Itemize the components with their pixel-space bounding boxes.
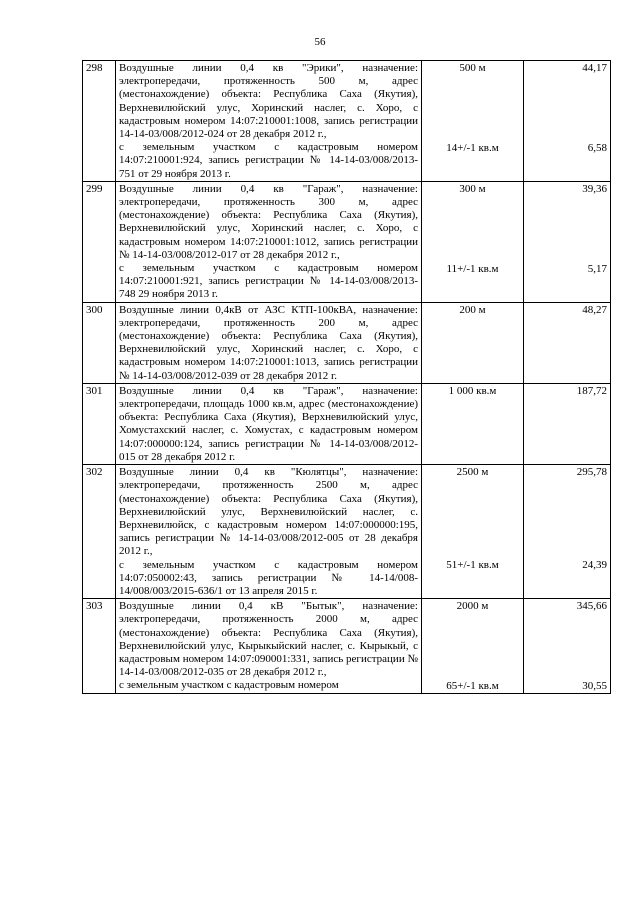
object-paragraph: Воздушные линии 0,4 кВ "Бытык", назначение: электропередачи, протяженность 2000 м, адрес (местонахождение) объекта: Республика Саха (Якутия), Верхневилюйский улус, Кырыкыйский наслег, с. Кырыкый, с кадастровым номером 14:07:090001:331, запись регистрации № 14-14-03/008/2012-035 от 28 декабря 2012 г.,	[119, 600, 418, 679]
row-number: 303	[83, 599, 116, 693]
land-plot-value: 24,39	[582, 559, 607, 572]
object-paragraph: Воздушные линии 0,4 кв "Гараж", назначение: электропередачи, площадь 1000 кв.м, адрес (местонахождение) объекта: Республика Саха (Якутия), Верхневилюйский улус, Хомустахский наслег, с. Хомустах, с кадастровым номером 14:07:000000:124, запись регистрации № 14-14-03/008/2012-015 от 28 декабря 2012 г.	[119, 384, 418, 463]
table-row	[83, 465, 611, 599]
value-cell	[524, 61, 611, 182]
object-quantity: 1 000 кв.м	[448, 384, 497, 397]
quantity-cell	[422, 599, 524, 693]
object-value: 187,72	[576, 384, 607, 397]
value-cell	[524, 181, 611, 302]
land-plot-paragraph: с земельным участком с кадастровым номером 14:07:050002:43, запись регистрации № 14-14/008-14/008/003/2015-636/1 от 13 апреля 2015 г.	[119, 558, 418, 597]
table-row	[83, 599, 611, 693]
row-number: 300	[83, 302, 116, 383]
land-plot-paragraph: с земельным участком с кадастровым номером	[119, 679, 339, 692]
row-number: 302	[83, 465, 116, 599]
object-description	[116, 465, 422, 599]
land-plot-value: 6,58	[587, 141, 607, 154]
row-number: 299	[83, 181, 116, 302]
land-plot-area: 65+/-1 кв.м	[446, 679, 499, 692]
object-paragraph: Воздушные линии 0,4 кв "Гараж", назначение: электропередачи, протяженность 300 м, адрес (местонахождение) объекта: Республика Саха (Якутия), Верхневилюйский улус, Хоринский наслег, с. Хоро, с кадастровым номером 14:07:210001:1012, запись регистрации № 14-14-03/008/2012-017 от 28 декабря 2012 г.,	[119, 182, 418, 261]
value-cell	[524, 599, 611, 693]
object-paragraph: Воздушные линии 0,4 кв "Эрики", назначение: электропередачи, протяженность 500 м, адрес (местонахождение) объекта: Республика Саха (Якутия), Верхневилюйский улус, Хоринский наслег, с. Хоро, с кадастровым номером 14:07:210001:1008, запись регистрации 14-14-03/008/2012-024 от 28 декабря 2012 г.,	[119, 62, 418, 141]
quantity-cell	[422, 61, 524, 182]
land-plot-value: 5,17	[587, 262, 607, 275]
object-description	[116, 599, 422, 693]
object-quantity: 2000 м	[456, 600, 489, 613]
object-value: 345,66	[576, 600, 607, 613]
table-row	[83, 302, 611, 383]
object-value: 44,17	[582, 62, 607, 74]
object-description	[116, 383, 422, 464]
quantity-cell	[422, 465, 524, 599]
object-quantity: 300 м	[459, 182, 486, 195]
object-quantity: 2500 м	[456, 466, 489, 479]
land-plot-paragraph: с земельным участком с кадастровым номером 14:07:210001:924, запись регистрации № 14-14-03/008/2013-751 от 29 ноября 2013 г.	[119, 141, 418, 180]
land-plot-area: 51+/-1 кв.м	[446, 559, 499, 572]
object-quantity: 200 м	[459, 303, 486, 316]
land-plot-value: 30,55	[582, 679, 607, 692]
quantity-cell	[422, 181, 524, 302]
table-row	[83, 383, 611, 464]
land-plot-paragraph: с земельным участком с кадастровым номером 14:07:210001:921, запись регистрации № 14-14-03/008/2013-748 29 ноября 2013 г.	[119, 262, 418, 301]
property-registry-table	[82, 60, 611, 694]
land-plot-area: 14+/-1 кв.м	[446, 141, 499, 154]
object-description	[116, 181, 422, 302]
object-value: 39,36	[582, 182, 607, 195]
quantity-cell	[422, 302, 524, 383]
value-cell	[524, 302, 611, 383]
table-row	[83, 61, 611, 182]
quantity-cell	[422, 383, 524, 464]
object-paragraph: Воздушные линии 0,4кВ от АЗС КТП-100кВА, назначение: электропередачи, протяженность 200 м, адрес (местонахождение) объекта: Республика Саха (Якутия), Верхневилюйский улус, Хоринский наслег, с. Хоро, с кадастровым номером 14:07:210001:1013, запись регистрации № 14-14-03/008/2012-039 от 28 декабря 2012 г.	[119, 303, 418, 382]
object-value: 48,27	[582, 303, 607, 316]
object-paragraph: Воздушные линии 0,4 кв "Кюлятцы", назначение: электропередачи, протяженность 2500 м, адрес (местонахождение) объекта: Республика Саха (Якутия), Верхневилюйский улус, Верхневилюйский наслег, с. Верхневилюйск, с кадастровым номером 14:07:000000:195, запись регистрации № 14-14-03/008/2012-005 от 28 декабря 2012 г.,	[119, 466, 418, 558]
value-cell	[524, 465, 611, 599]
object-value: 295,78	[576, 466, 607, 479]
land-plot-area: 11+/-1 кв.м	[446, 262, 499, 275]
object-quantity: 500 м	[459, 62, 486, 74]
table-row	[83, 181, 611, 302]
page-number: 56	[314, 36, 326, 48]
value-cell	[524, 383, 611, 464]
object-description	[116, 302, 422, 383]
registry-table-body	[83, 61, 611, 694]
object-description	[116, 61, 422, 182]
row-number: 301	[83, 383, 116, 464]
row-number: 298	[83, 61, 116, 182]
